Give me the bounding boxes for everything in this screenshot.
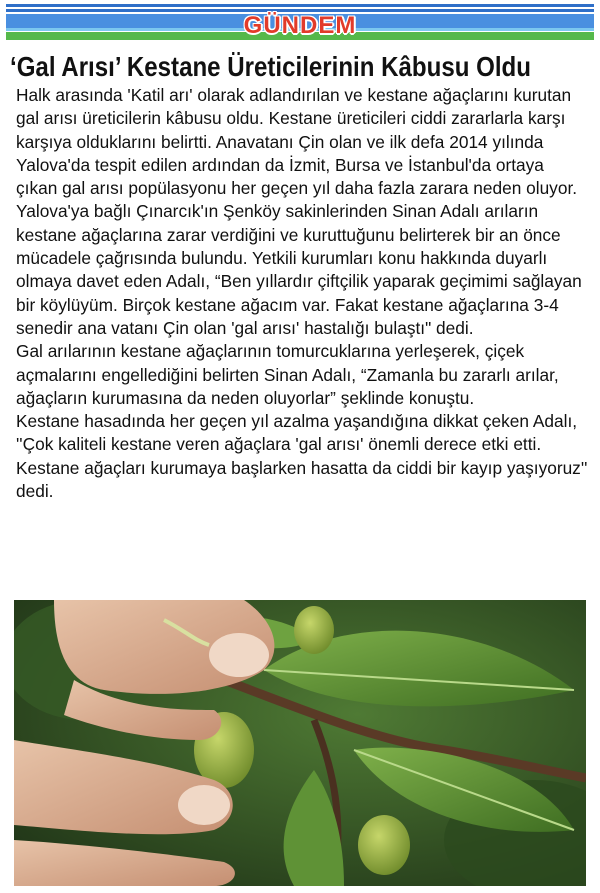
chestnut-gall-photo [14, 600, 586, 886]
article-headline: ‘Gal Arısı’ Kestane Üreticilerinin Kâbusu Oldu [10, 51, 531, 82]
article-paragraph-2: Gal arılarının kestane ağaçlarının tomurcuklarına yerleşerek, çiçek açmalarını engellediğini belirten Sinan Adalı, “Zamanla bu zararlı arılar, ağaçların kurumasına da neden oluyorlar” şeklinde konuştu. [16, 341, 559, 408]
article-body [16, 84, 590, 503]
article-photo [14, 600, 586, 886]
article-paragraph-3: Kestane hasadında her geçen yıl azalma yaşandığına dikkat çeken Adalı, ''Çok kaliteli kestane veren ağaçlara 'gal arısı' önemli derece etki etti. Kestane ağaçları kurumaya başlarken hasatta da ciddi bir kayıp yaşıyoruz'' dedi. [16, 411, 588, 502]
section-label: GÜNDEM [243, 12, 357, 39]
section-header-band [6, 4, 594, 40]
article-paragraph-1: Halk arasında 'Katil arı' olarak adlandırılan ve kestane ağaçlarını kurutan gal arısı üreticilerin kâbusu oldu. Kestane üreticileri ciddi zararlarla karşı karşıya olduklarını belirtti. Anavatanı Çin olan ve ilk defa 2014 yılında Yalova'da tespit edilen ardından da İzmit, Bursa ve İstanbul'da ortaya çıkan gal arısı popülasyonu her geçen yıl daha fazla zarara neden oluyor. Yalova'ya bağlı Çınarcık'ın Şenköy sakinlerinden Sinan Adalı arıların kestane ağaçlarına zarar verdiğini ve kuruttuğunu belirterek bir an önce mücadele çağrısında bulundu. Yetkili kurumları konu hakkında duyarlı olmaya davet eden Adalı, “Ben yıllardır çiftçilik yaparak geçimimi sağlayan bir köylüyüm. Birçok kestane ağacım var. Fakat kestane ağaçlarına 3-4 senedir ana vatanı Çin olan 'gal arısı' hastalığı bulaştı" dedi. [16, 85, 582, 338]
